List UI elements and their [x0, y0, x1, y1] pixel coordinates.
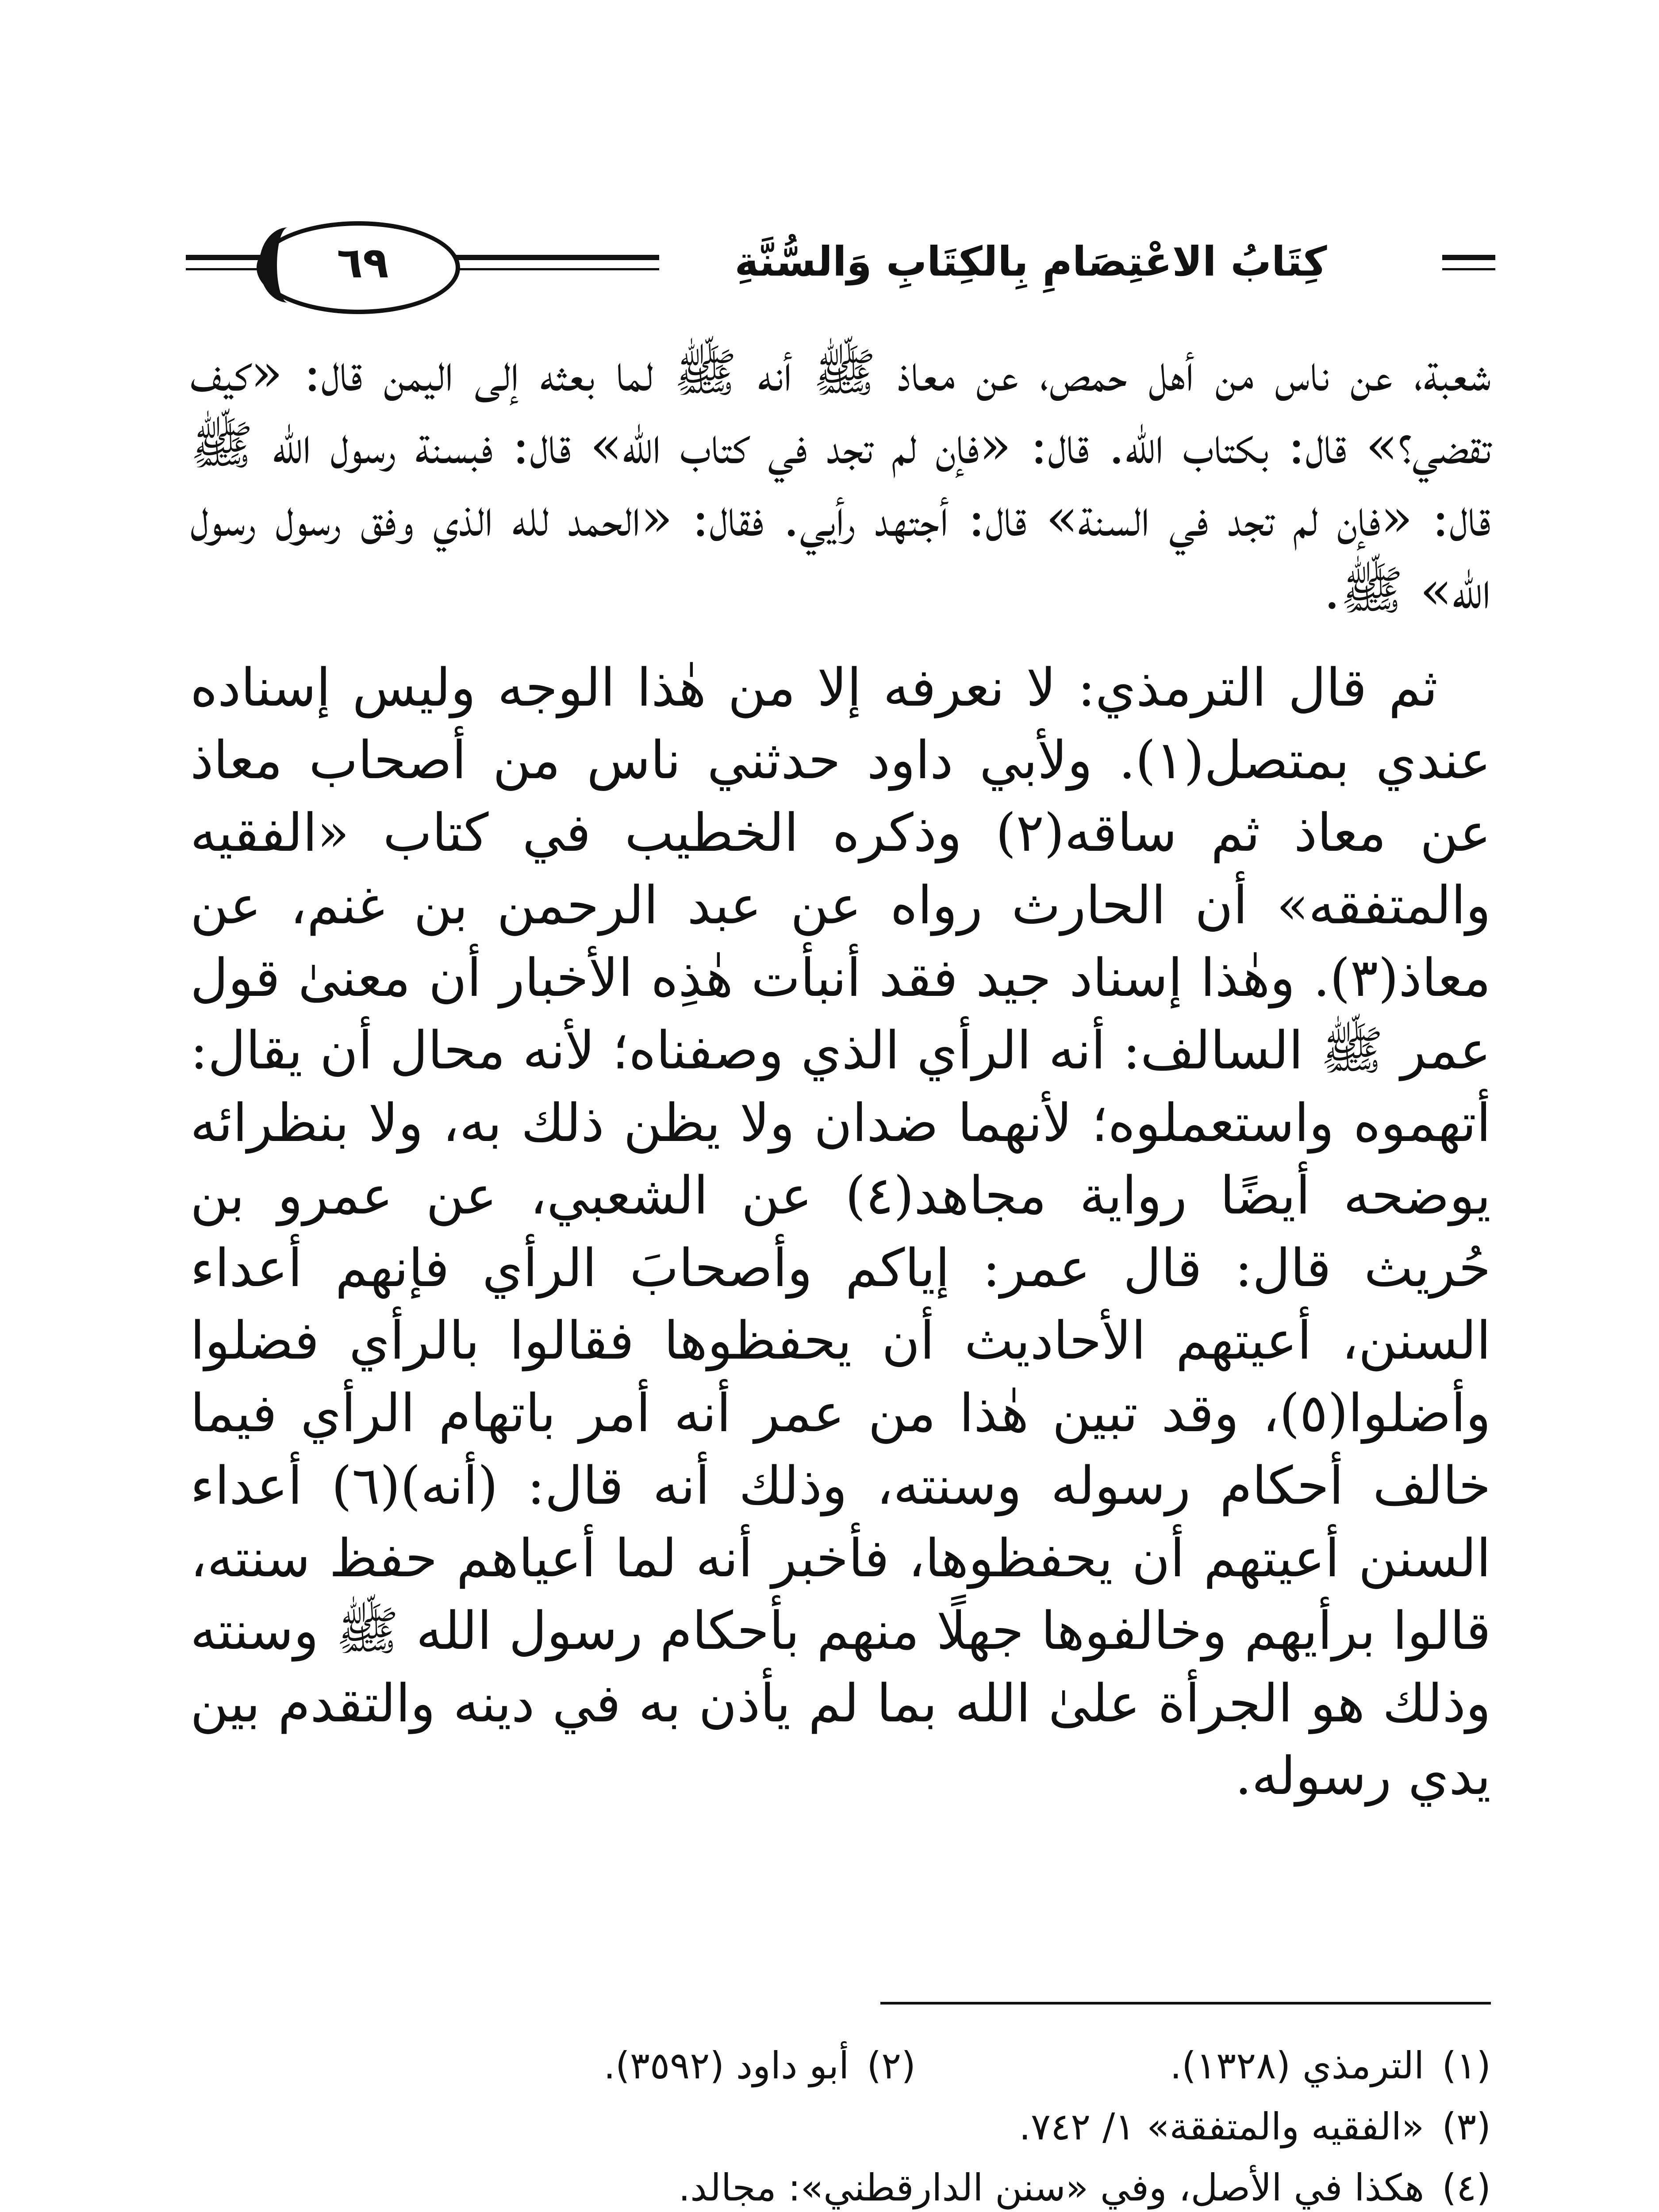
- paragraph-2: ثم قال الترمذي: لا نعرفه إلا من هٰذا الوجه وليس إسناده عندي بمتصل(١). ولأبي داود حدثني ناس من أصحاب معاذ عن معاذ ثم ساقه(٢) وذكره الخطيب في كتاب «الفقيه والمتفقه» أن الحارث رواه عن عبد الرحمن بن غنم، عن معاذ(٣). وهٰذا إسناد جيد فقد أنبأت هٰذِه الأخبار أن معنىٰ قول عمر ﷺ السالف: أنه الرأي الذي وصفناه؛ لأنه محال أن يقال: أتهموه واستعملوه؛ لأنهما ضدان ولا يظن ذلك به، ولا بنظرائه يوضحه أيضًا رواية مجاهد(٤) عن الشعبي، عن عمرو بن حُريث قال: قال عمر: إياكم وأصحابَ الرأي فإنهم أعداء السنن، أعيتهم الأحاديث أن يحفظوها فقالوا بالرأي فضلوا وأضلوا(٥)، وقد تبين هٰذا من عمر أنه أمر باتهام الرأي فيما خالف أحكام رسوله وسنته، وذلك أنه قال: (أنه)(٦) أعداء السنن أعيتهم أن يحفظوها، فأخبر أنه لما أعياهم حفظ سنته، قالوا برأيهم وخالفوها جهلًا منهم بأحكام رسول الله ﷺ وسنته وذلك هو الجرأة علىٰ الله بما لم يأذن به في دينه والتقدم بين يدي رسوله.: [190, 657, 1491, 1806]
- header-rule-left-top: [186, 255, 261, 260]
- footnote-1: [916, 2035, 1491, 2096]
- footnote-number: (٤): [1442, 2166, 1491, 2209]
- header-rule-middle-bottom: [456, 268, 659, 270]
- footnote-separator: [880, 2002, 1491, 2005]
- page-number-badge: [257, 221, 460, 310]
- paragraph-1: شعبة، عن ناس من أهل حمص، عن معاذ ﷺ أنه ﷺ لما بعثه إلى اليمن قال: «كيف تقضي؟» قال: بكتاب الله. قال: «فإن لم تجد في كتاب الله» قال: فبسنة رسول الله ﷺ قال: «فإن لم تجد في السنة» قال: أجتهد رأيي. فقال: «الحمد لله الذي وفق رسول رسول الله» ﷺ.: [190, 342, 1491, 621]
- footnote-row: [190, 2157, 1491, 2212]
- main-text: [190, 336, 1491, 1812]
- header-rule-middle-top: [456, 255, 659, 260]
- footnote-text: الترمذي (١٣٢٨).: [1170, 2044, 1425, 2087]
- footnote-4: [678, 2157, 1491, 2212]
- footnote-text: «الفقيه والمتفقة» ١/ ٧٤٢.: [1019, 2105, 1425, 2148]
- footnotes: [190, 2035, 1491, 2212]
- footnote-text: هكذا في الأصل، وفي «سنن الدارقطني»: مجالد.: [678, 2166, 1425, 2209]
- footnote-row: [190, 2096, 1491, 2157]
- footnote-number: (٢): [867, 2044, 916, 2087]
- running-title: كِتَابُ الاعْتِصَامِ بِالكِتَابِ وَالسُّنَّةِ: [734, 238, 1327, 285]
- footnote-number: (٣): [1442, 2105, 1491, 2148]
- header-rule-left-bottom: [186, 268, 261, 270]
- footnote-number: (١): [1442, 2044, 1491, 2087]
- page-number: ٦٩: [337, 238, 389, 288]
- page-header: [186, 212, 1495, 319]
- footnote-3: [1019, 2096, 1491, 2157]
- header-rule-right-bottom: [1442, 268, 1495, 270]
- footnote-2: [603, 2035, 916, 2096]
- footnote-text: أبو داود (٣٥٩٢).: [603, 2044, 849, 2087]
- header-rule-right-top: [1442, 255, 1495, 260]
- footnote-row: [190, 2035, 1491, 2096]
